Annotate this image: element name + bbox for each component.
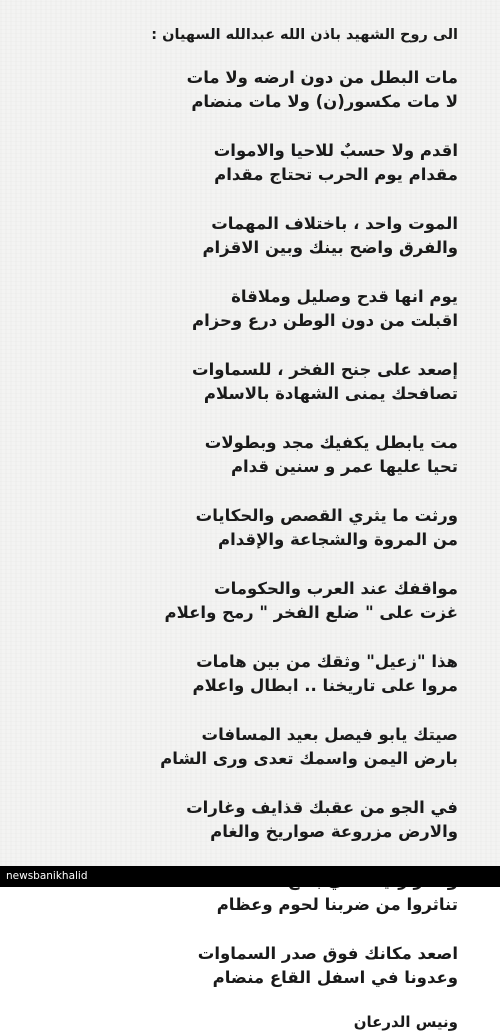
poem-stanza [48, 431, 458, 479]
poem-line: لا مات مكسور(ن) ولا مات منضام [191, 92, 458, 111]
poem-line: تناثروا من ضربنا لحوم وعظام [216, 895, 458, 914]
poem-line: إصعد على جنح الفخر ، للسماوات [191, 360, 458, 379]
poem-line: والفرق واضح بينك وبين الاقزام [202, 238, 458, 257]
poem-line: هذا "زعيل" وثقك من بين هامات [196, 652, 458, 671]
poem-line: في الجو من عقبك قذايف وغارات [186, 798, 458, 817]
poem-title: الى روح الشهيد باذن الله عبدالله السهيان : [151, 27, 458, 43]
poem-line: غزت على " ضلع الفخر " رمح واعلام [164, 603, 458, 622]
poem-line: من المروة والشجاعة والإقدام [217, 530, 458, 549]
poem-line: تصافحك يمنى الشهادة بالاسلام [203, 384, 458, 403]
poem-stanza [48, 650, 458, 698]
poem-line: اقبلت من دون الوطن درع وحزام [192, 311, 458, 330]
poem-stanza [48, 212, 458, 260]
poem-line: مواقفك عند العرب والحكومات [214, 579, 458, 598]
poem-stanza [48, 942, 458, 990]
poem-line: صيتك يابو فيصل بعيد المسافات [201, 725, 458, 744]
poem-line: اصعد مكانك فوق صدر السماوات [197, 944, 458, 963]
poem-stanza [48, 504, 458, 552]
poem-line: والارض مزروعة صواريخ والغام [210, 822, 458, 841]
watermark-text: newsbanikhalid [6, 870, 88, 882]
poem-line: مروا على تاريخنا .. ابطال واعلام [192, 676, 458, 695]
poem-line: اقدم ولا حسبٌ للاحيا والاموات [213, 141, 458, 160]
poem-line: تحيا عليها عمر و سنين قدام [230, 457, 458, 476]
poem-stanza [48, 723, 458, 771]
poem-line: مات البطل من دون ارضه ولا مات [186, 68, 458, 87]
watermark-bar [0, 866, 500, 887]
poem-line: بارض اليمن واسمك تعدى ورى الشام [160, 749, 458, 768]
poem-line: الموت واحد ، باختلاف المهمات [211, 214, 458, 233]
poem-stanza [48, 66, 458, 114]
poem-line: ورثت ما يثري القصص والحكايات [195, 506, 458, 525]
poem-line: مت يابطل يكفيك مجد وبطولات [204, 433, 458, 452]
poem-line: وعدونا في اسفل القاع منضام [212, 968, 458, 987]
poem-line: يوم انها قدح وصليل وملاقاة [231, 287, 458, 306]
poem-stanza [48, 796, 458, 844]
poem-stanza [48, 139, 458, 187]
poet-signature: ونيس الدرعان [353, 1013, 458, 1031]
poem-line: مقدام يوم الحرب تحتاج مقدام [214, 165, 458, 184]
poem-stanza [48, 358, 458, 406]
poem-stanza [48, 577, 458, 625]
poem-stanzas [48, 66, 458, 990]
poem-stanza [48, 285, 458, 333]
